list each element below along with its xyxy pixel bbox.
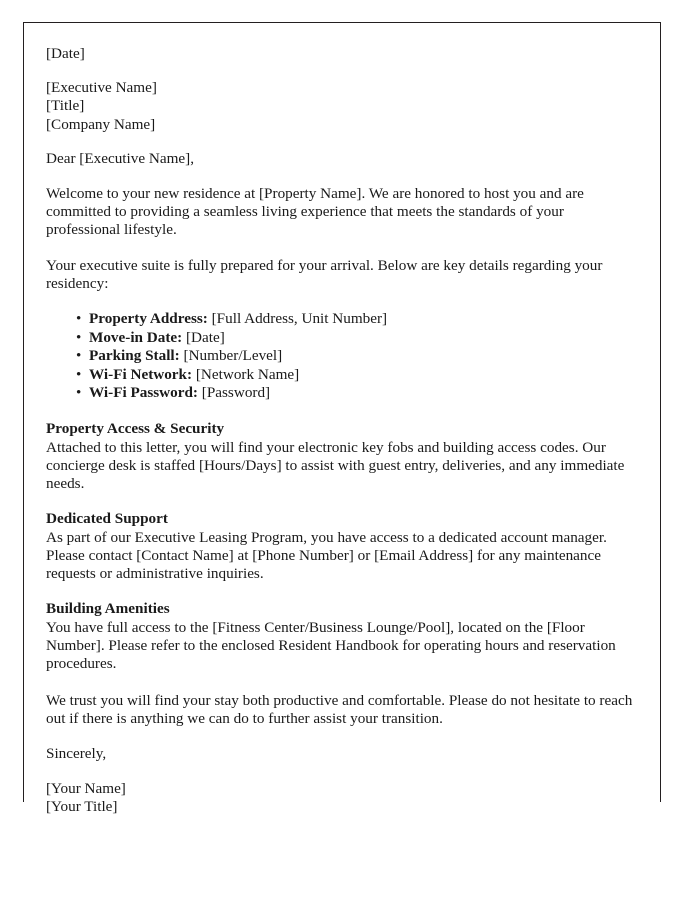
detail-label: Parking Stall: (89, 347, 180, 365)
list-item (46, 310, 634, 329)
section-body: You have full access to the [Fitness Center/Business Lounge/Pool], located on the [Floor Number]. Please refer to the enclosed Resident Handbook for operating hours and reservation procedures. (46, 619, 616, 673)
detail-label: Move-in Date: (89, 328, 183, 346)
detail-label: Property Address: (89, 310, 208, 328)
section-heading: Building Amenities (46, 600, 170, 618)
spacer (46, 63, 634, 79)
spacer (46, 168, 634, 185)
signature-name: [Your Name] (46, 780, 126, 798)
recipient-title: [Title] (46, 97, 85, 115)
detail-value: [Date] (186, 328, 225, 346)
spacer (46, 134, 634, 150)
detail-value: [Full Address, Unit Number] (211, 310, 388, 328)
recipient-address-block (46, 79, 634, 134)
letter-body (46, 45, 634, 817)
intro-paragraph: Your executive suite is fully prepared for your arrival. Below are key details regarding your residency: (46, 256, 603, 292)
recipient-company: [Company Name] (46, 115, 156, 133)
document-page (23, 22, 661, 816)
section-body: As part of our Executive Leasing Program, you have access to a dedicated account manager. Please contact [Contact Name] at [Phone Number] or [Email Address] for any maintenance requests or administrative inquiries. (46, 528, 607, 583)
valediction (46, 745, 634, 763)
salutation-text: Dear [Executive Name], (46, 149, 194, 167)
signature-block (46, 780, 634, 816)
opening-paragraph: Welcome to your new residence at [Property Name]. We are honored to host you and are committed to providing a seamless living experience that meets the standards of your professional lifestyle. (46, 185, 584, 239)
section-property-access (46, 420, 634, 493)
residency-details-list (46, 310, 634, 403)
valediction-text: Sincerely, (46, 745, 107, 763)
spacer (46, 403, 634, 420)
spacer (46, 240, 634, 257)
spacer (46, 674, 634, 692)
spacer (46, 728, 634, 745)
section-heading: Dedicated Support (46, 510, 168, 528)
date-line (46, 45, 634, 63)
detail-value: [Network Name] (195, 365, 300, 383)
detail-value: [Number/Level] (183, 347, 283, 365)
section-heading: Property Access & Security (46, 420, 225, 437)
date-text: [Date] (46, 45, 85, 62)
signature-title: [Your Title] (46, 798, 118, 816)
section-building-amenities (46, 600, 634, 673)
section-dedicated-support (46, 510, 634, 583)
salutation (46, 150, 634, 168)
list-item (46, 384, 634, 403)
detail-label: Wi-Fi Network: (89, 365, 193, 383)
section-body: Attached to this letter, you will find your electronic key fobs and building access codes. Our concierge desk is staffed [Hours/Days] to assist with guest entry, deliveries, and any immediate needs. (46, 438, 625, 492)
spacer (46, 583, 634, 600)
spacer (46, 493, 634, 510)
list-item (46, 347, 634, 366)
spacer (46, 293, 634, 310)
list-item (46, 366, 634, 385)
spacer (46, 763, 634, 780)
recipient-name: [Executive Name] (46, 79, 157, 97)
closing-paragraph: We trust you will find your stay both productive and comfortable. Please do not hesitate to reach out if there is anything we can do to further assist your transition. (46, 691, 633, 727)
detail-value: [Password] (201, 384, 271, 402)
detail-label: Wi-Fi Password: (89, 384, 198, 402)
list-item (46, 329, 634, 348)
